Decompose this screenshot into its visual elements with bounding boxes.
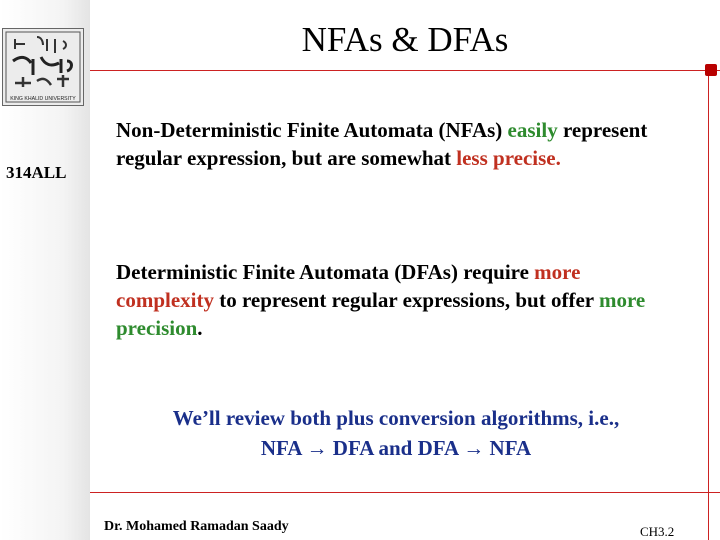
university-logo-icon bbox=[3, 29, 83, 105]
author-name: Dr. Mohamed Ramadan Saady bbox=[104, 519, 289, 534]
review-line-2 bbox=[116, 433, 676, 463]
review-line-1: We’ll review both plus conversion algorithms, i.e., bbox=[172, 406, 620, 430]
right-vertical-rule bbox=[708, 70, 709, 540]
left-sidebar bbox=[0, 0, 90, 540]
slide-title: NFAs & DFAs bbox=[301, 20, 509, 59]
nfa-paragraph bbox=[116, 116, 676, 172]
university-logo bbox=[2, 28, 84, 106]
footer-divider bbox=[90, 492, 720, 493]
dfa-text-1: Deterministic Finite Automata (DFAs) require bbox=[116, 260, 535, 284]
review-note bbox=[116, 403, 676, 463]
nfa-text-2: represent regular expression, but are somewhat bbox=[116, 118, 648, 170]
review-nfa-1: NFA bbox=[260, 436, 307, 460]
nfa-text-1: Non-Deterministic Finite Automata (NFAs) bbox=[116, 118, 508, 142]
dfa-text-2: to represent regular expressions, but offer bbox=[213, 288, 599, 312]
review-dfa-and-dfa: DFA and DFA bbox=[327, 436, 464, 460]
nfa-highlight-easily: easily bbox=[507, 118, 558, 142]
review-nfa-2: NFA bbox=[484, 436, 532, 460]
right-arrow-icon: → bbox=[306, 436, 328, 460]
rule-endcap bbox=[705, 64, 717, 76]
right-arrow-icon: → bbox=[463, 436, 485, 460]
dfa-highlight-more-complexity: more complexity bbox=[116, 260, 581, 312]
nfa-highlight-less-precise: less precise. bbox=[456, 146, 561, 170]
slide-number: CH3.2 bbox=[640, 524, 675, 539]
dfa-text-3: . bbox=[197, 316, 203, 340]
title-divider bbox=[90, 70, 720, 71]
dfa-paragraph bbox=[116, 258, 676, 342]
logo-text: KING KHALID UNIVERSITY bbox=[10, 96, 76, 102]
course-code: 314ALL bbox=[6, 163, 67, 182]
dfa-highlight-more-precision: more precision bbox=[116, 288, 646, 340]
